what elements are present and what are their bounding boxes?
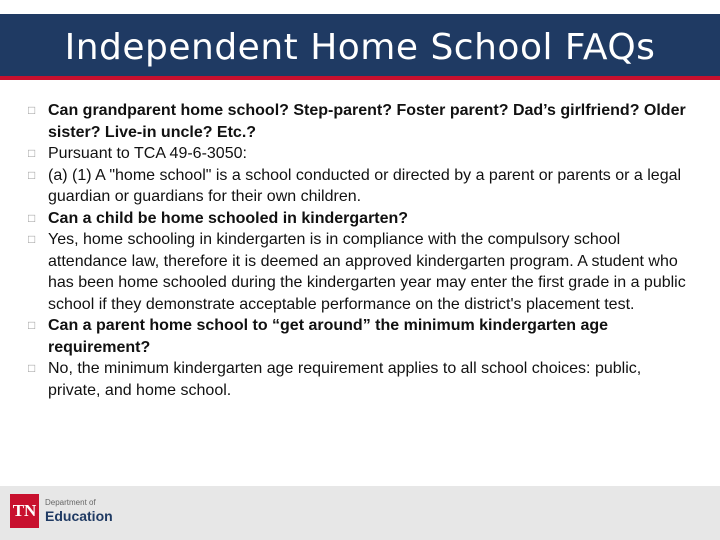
- bullet-item: [28, 315, 698, 358]
- bullet-item: [28, 100, 698, 143]
- dept-line1: Department of: [45, 498, 96, 507]
- bullet-text: Can grandparent home school? Step-parent? Foster parent? Dad’s girlfriend? Older sister? Live-in uncle? Etc.?: [48, 102, 686, 141]
- dept-name: [45, 498, 113, 524]
- title-bar: [0, 14, 720, 80]
- bullet-box-icon: □: [28, 146, 36, 160]
- bullet-text: Can a parent home school to “get around” the minimum kindergarten age requirement?: [48, 317, 609, 356]
- bullet-item: [28, 229, 698, 315]
- bullet-list: [28, 100, 698, 401]
- bullet-box-icon: □: [28, 210, 36, 225]
- bullet-text: Can a child be home schooled in kindergarten?: [48, 209, 409, 227]
- dept-line2: Education: [45, 508, 113, 524]
- tn-logo-icon: TN: [10, 494, 39, 528]
- bullet-item: [28, 208, 698, 230]
- bullet-text: Yes, home schooling in kindergarten is in compliance with the compulsory school attendance law, therefore it is deemed an approved kindergarten program. A student who has been home schooled during the kindergarten year may enter the first grade in a public school if they demonstrate acceptable performance on the district's placement test.: [48, 231, 686, 313]
- bullet-box-icon: □: [28, 232, 36, 246]
- bullet-text: No, the minimum kindergarten age requirement applies to all school choices: public, private, and home school.: [48, 360, 642, 399]
- slide-title: Independent Home School FAQs: [64, 27, 656, 68]
- bullet-item: [28, 165, 698, 208]
- bullet-box-icon: □: [28, 167, 36, 182]
- bullet-box-icon: □: [28, 318, 36, 332]
- bullet-item: [28, 143, 698, 165]
- bullet-box-icon: □: [28, 103, 36, 117]
- bullet-text: (a) (1) A "home school" is a school conducted or directed by a parent or parents or a legal guardian or guardians for their own children.: [48, 166, 682, 205]
- tn-education-logo: [10, 494, 113, 528]
- bullet-box-icon: □: [28, 361, 36, 375]
- bullet-text: Pursuant to TCA 49-6-3050:: [48, 145, 247, 162]
- bullet-item: [28, 358, 698, 401]
